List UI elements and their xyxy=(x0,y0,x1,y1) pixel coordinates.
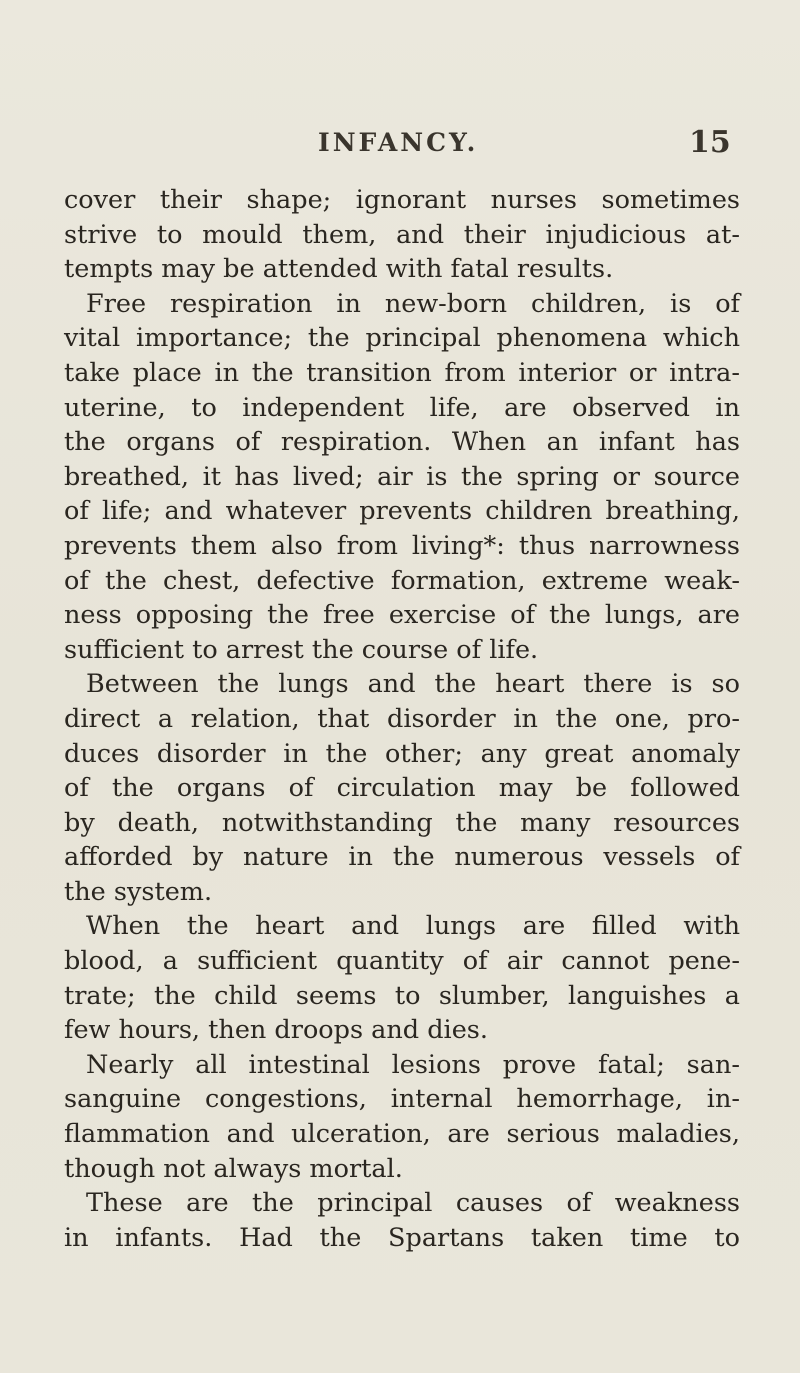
running-head: INFANCY. xyxy=(318,128,479,157)
page-header xyxy=(0,125,800,168)
text-line: take place in the transition from interior or intra- xyxy=(64,357,740,388)
text-line: the organs of respiration. When an infant has xyxy=(64,427,740,458)
body-text xyxy=(64,183,740,1255)
text-line: of the organs of circulation may be followed xyxy=(64,773,740,804)
text-line: of the chest, defective formation, extreme weak- xyxy=(64,565,740,596)
page-number: 15 xyxy=(689,125,731,160)
text-line: trate; the child seems to slumber, languishes a xyxy=(64,980,740,1011)
text-line: by death, notwithstanding the many resources xyxy=(64,807,740,838)
text-line: afforded by nature in the numerous vessels of xyxy=(64,842,740,873)
text-line: few hours, then droops and dies. xyxy=(64,1015,488,1046)
text-line: flammation and ulceration, are serious maladies, xyxy=(64,1119,740,1150)
text-line: uterine, to independent life, are observed in xyxy=(64,392,740,423)
text-line: sanguine congestions, internal hemorrhage, in- xyxy=(64,1084,740,1115)
text-line: Nearly all intestinal lesions prove fatal; san- xyxy=(86,1049,740,1080)
text-line: direct a relation, that disorder in the one, pro- xyxy=(64,703,740,734)
text-line: When the heart and lungs are filled with xyxy=(86,911,740,942)
text-line: duces disorder in the other; any great anomaly xyxy=(64,738,740,769)
text-line: Free respiration in new-born children, is of xyxy=(86,288,740,319)
text-line: in infants. Had the Spartans taken time to xyxy=(64,1222,740,1253)
text-line: Between the lungs and the heart there is so xyxy=(86,669,740,700)
text-line: prevents them also from living*: thus narrowness xyxy=(64,530,740,561)
text-line: sufficient to arrest the course of life. xyxy=(64,634,539,665)
text-line: though not always mortal. xyxy=(64,1153,403,1184)
text-line: These are the principal causes of weakness xyxy=(86,1188,740,1219)
text-line: ness opposing the free exercise of the lungs, are xyxy=(64,600,740,631)
text-line: cover their shape; ignorant nurses sometimes xyxy=(64,185,740,215)
text-line: breathed, it has lived; air is the spring or source xyxy=(64,461,740,492)
text-line: vital importance; the principal phenomena which xyxy=(64,323,740,354)
text-line: tempts may be attended with fatal results. xyxy=(64,254,614,285)
text-line: strive to mould them, and their injudicious at- xyxy=(64,219,740,250)
text-line: blood, a sufficient quantity of air cannot pene- xyxy=(64,946,740,977)
text-line: the system. xyxy=(64,876,213,907)
text-line: of life; and whatever prevents children breathing, xyxy=(64,496,740,527)
